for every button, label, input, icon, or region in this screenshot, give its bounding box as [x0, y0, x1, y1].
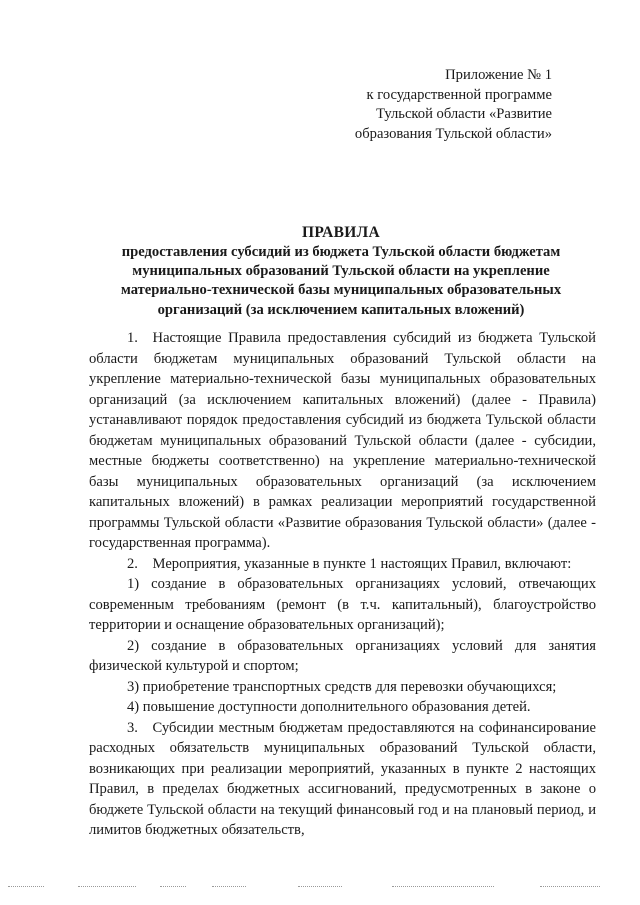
- document-heading: [86, 222, 596, 320]
- paragraph-2: 2. Мероприятия, указанные в пункте 1 настоящих Правил, включают:: [127, 555, 572, 572]
- document-title: ПРАВИЛА: [302, 224, 380, 241]
- appendix-header: [330, 66, 552, 144]
- paragraph-1: 1. Настоящие Правила предоставления субсидий из бюджета Тульской области бюджетам муниципальных образований Тульской области на укрепление материально-технической базы муниципальных образовательных организаций (за исключением капитальных вложений) (далее - Правила) устанавливают порядок предоставления субсидий из бюджета Тульской области бюджетам муниципальных образований Тульской области (далее - субсидии, местные бюджеты соответственно) на укрепление материально-технической базы муниципальных образовательных организаций (за исключением капитальных вложений) в рамках реализации мероприятий государственной программы Тульской области «Развитие образования Тульской области» (далее - государственная программа).: [89, 330, 596, 551]
- appendix-line-1: Приложение № 1: [445, 67, 552, 83]
- paragraph-3: 3. Субсидии местным бюджетам предоставляются на софинансирование расходных обязательств муниципальных образований Тульской области, возникающих при реализации мероприятий, указанных в пункте 2 настоящих Правил, в пределах бюджетных ассигнований, предусмотренных в законе о бюджете Тульской области на текущий финансовый год и на плановый период, и лимитов бюджетных обязательств,: [89, 719, 596, 838]
- list-item-1: 1) создание в образовательных организациях условий, отвечающих современным требованиям (ремонт (в т.ч. капитальный), благоустройство территории и оснащение образовательных организаций);: [89, 576, 596, 633]
- scan-artifacts: [0, 884, 640, 890]
- list-item-3: 3) приобретение транспортных средств для перевозки обучающихся;: [127, 678, 557, 695]
- appendix-line-2: к государственной программе: [366, 86, 552, 103]
- document-subtitle: предоставления субсидий из бюджета Тульской области бюджетам муниципальных образований Тульской области на укрепление материально-технической базы муниципальных образовательных организаций (за исключением капитальных вложений): [120, 244, 562, 318]
- document-body: [89, 328, 596, 841]
- list-item-4: 4) повышение доступности дополнительного образования детей.: [127, 699, 531, 715]
- appendix-line-4: образования Тульской области»: [354, 125, 552, 142]
- appendix-line-3: Тульской области «Развитие: [376, 106, 552, 122]
- list-item-2: 2) создание в образовательных организациях условий для занятия физической культурой и спортом;: [89, 637, 596, 674]
